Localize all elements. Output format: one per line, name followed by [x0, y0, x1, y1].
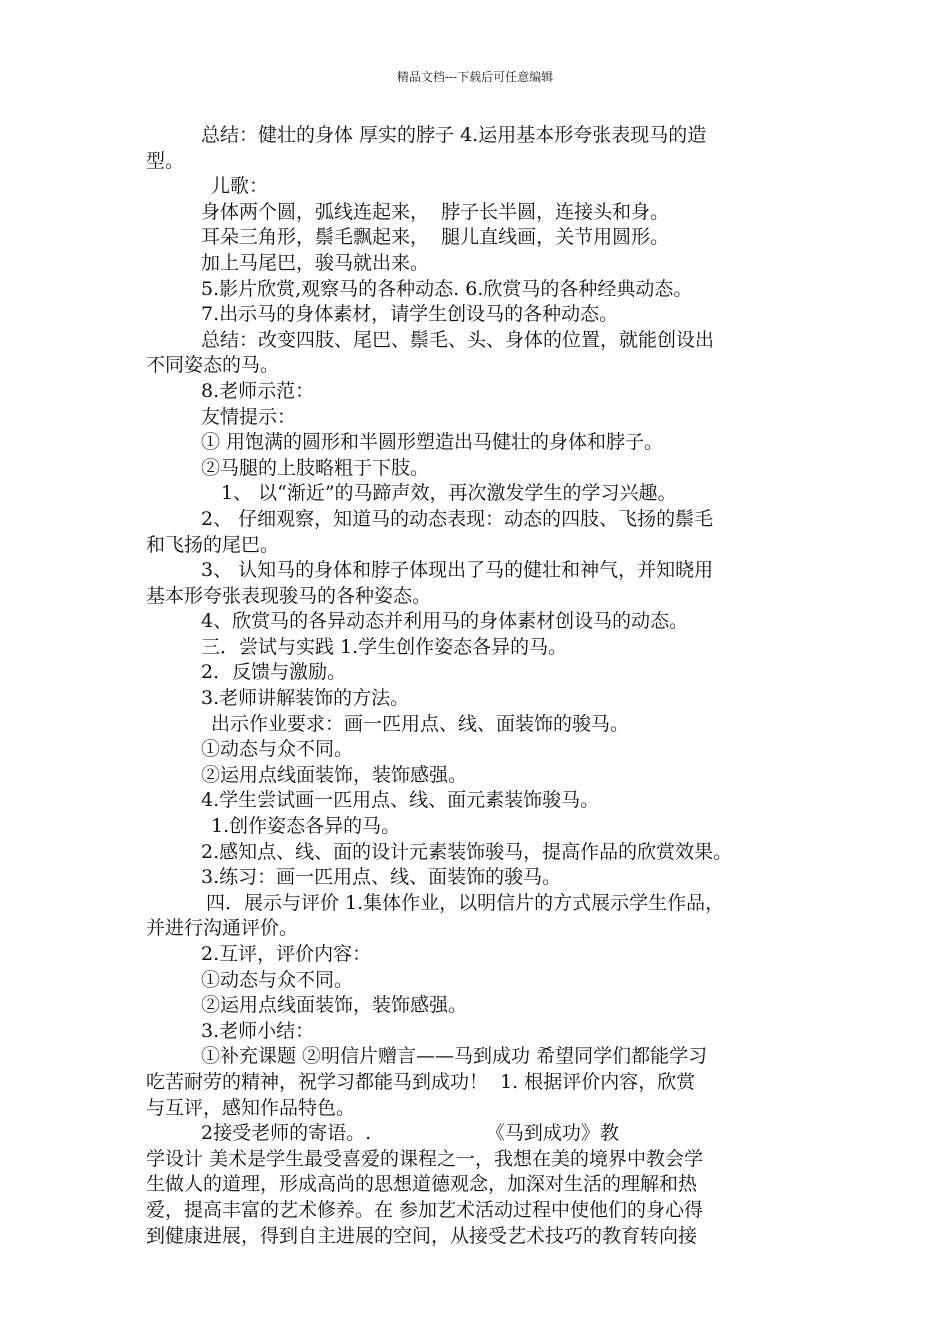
text-line: 总结：改变四肢、尾巴、鬃毛、头、身体的位置，就能创设出: [201, 328, 715, 351]
text-line: 耳朵三角形，鬃毛飘起来， 腿儿直线画，关节用圆形。: [201, 226, 670, 249]
text-line: 与互评，感知作品特色。: [146, 1096, 356, 1119]
page-header: 精品文档---下载后可任意编辑: [396, 70, 554, 84]
text-line: 到健康进展，得到自主进展的空间，从接受艺术技巧的教育转向接: [146, 1224, 698, 1247]
text-line: 四．展示与评价 1.集体作业，以明信片的方式展示学生作品，: [206, 891, 725, 914]
text-line: ①动态与众不同。: [201, 968, 354, 991]
text-line: 和飞扬的尾巴。: [146, 533, 280, 556]
text-line: 2.感知点、线、面的设计元素装饰骏马，提高作品的欣赏效果。: [201, 840, 733, 863]
text-line: 3.老师小结：: [201, 1019, 315, 1042]
text-line: 3.练习：画一匹用点、线、面装饰的骏马。: [201, 866, 562, 889]
text-line: 基本形夸张表现骏马的各种姿态。: [146, 584, 432, 607]
text-line: 学设计 美术是学生最受喜爱的课程之一，我想在美的境界中教会学: [146, 1147, 704, 1170]
text-line: 2．反馈与激励。: [201, 661, 347, 684]
text-line: 1.创作姿态各异的马。: [211, 815, 401, 838]
text-line: 不同姿态的马。: [146, 354, 280, 377]
text-line: ②运用点线面装饰，装饰感强。: [201, 763, 468, 786]
text-line: ①动态与众不同。: [201, 738, 354, 761]
text-line: ① 用饱满的圆形和半圆形塑造出马健壮的身体和脖子。: [201, 431, 664, 454]
text-line: 吃苦耐劳的精神，祝学习都能马到成功！ 1. 根据评价内容，欣赏: [146, 1070, 696, 1093]
text-line: ②运用点线面装饰，装饰感强。: [201, 994, 468, 1017]
text-line: 儿歌：: [211, 175, 269, 198]
text-line: 3、 认知马的身体和脖子体现出了马的健壮和神气，并知晓用: [201, 559, 714, 582]
text-line: 身体两个圆，弧线连起来， 脖子长半圆，连接头和身。: [201, 200, 670, 223]
text-line: 5.影片欣赏,观察马的各种动态. 6.欣赏马的各种经典动态。: [201, 277, 693, 300]
text-line: 友情提示：: [201, 405, 297, 428]
text-line: 出示作业要求：画一匹用点、线、面装饰的骏马。: [211, 712, 630, 735]
document-body: [146, 123, 811, 1249]
text-line: 3.老师讲解装饰的方法。: [201, 687, 410, 710]
text-line: 2接受老师的寄语。. 《马到成功》教: [201, 1122, 619, 1145]
text-line: 生做人的道理，形成高尚的思想道德观念，加深对生活的理解和热: [146, 1173, 698, 1196]
text-line: ①补充课题 ②明信片赠言——马到成功 希望同学们都能学习: [201, 1045, 708, 1068]
text-line: 2、 仔细观察，知道马的动态表现：动态的四肢、飞扬的鬃毛: [201, 507, 714, 530]
text-line: 4、欣赏马的各异动态并利用马的身体素材创设马的动态。: [201, 610, 689, 633]
text-line: 总结：健壮的身体 厚实的脖子 4.运用基本形夸张表现马的造: [201, 124, 707, 146]
text-line: 加上马尾巴，骏马就出来。: [201, 251, 430, 274]
text-line: 1、 以“渐近”的马蹄声效，再次激发学生的学习兴趣。: [221, 482, 677, 505]
text-line: 爱，提高丰富的艺术修养。在 参加艺术活动过程中使他们的身心得: [146, 1198, 704, 1221]
text-line: 4.学生尝试画一匹用点、线、面元素装饰骏马。: [201, 789, 600, 812]
text-line: 2.互评，评价内容：: [201, 943, 372, 965]
text-line: 并进行沟通评价。: [146, 917, 299, 940]
text-line: ②马腿的上肢略粗于下肢。: [201, 456, 430, 479]
text-line: 7.出示马的身体素材，请学生创设马的各种动态。: [201, 303, 619, 326]
text-line: 型。: [146, 149, 185, 172]
text-line: 8.老师示范：: [201, 379, 315, 402]
text-line: 三．尝试与实践 1.学生创作姿态各异的马。: [201, 635, 568, 658]
